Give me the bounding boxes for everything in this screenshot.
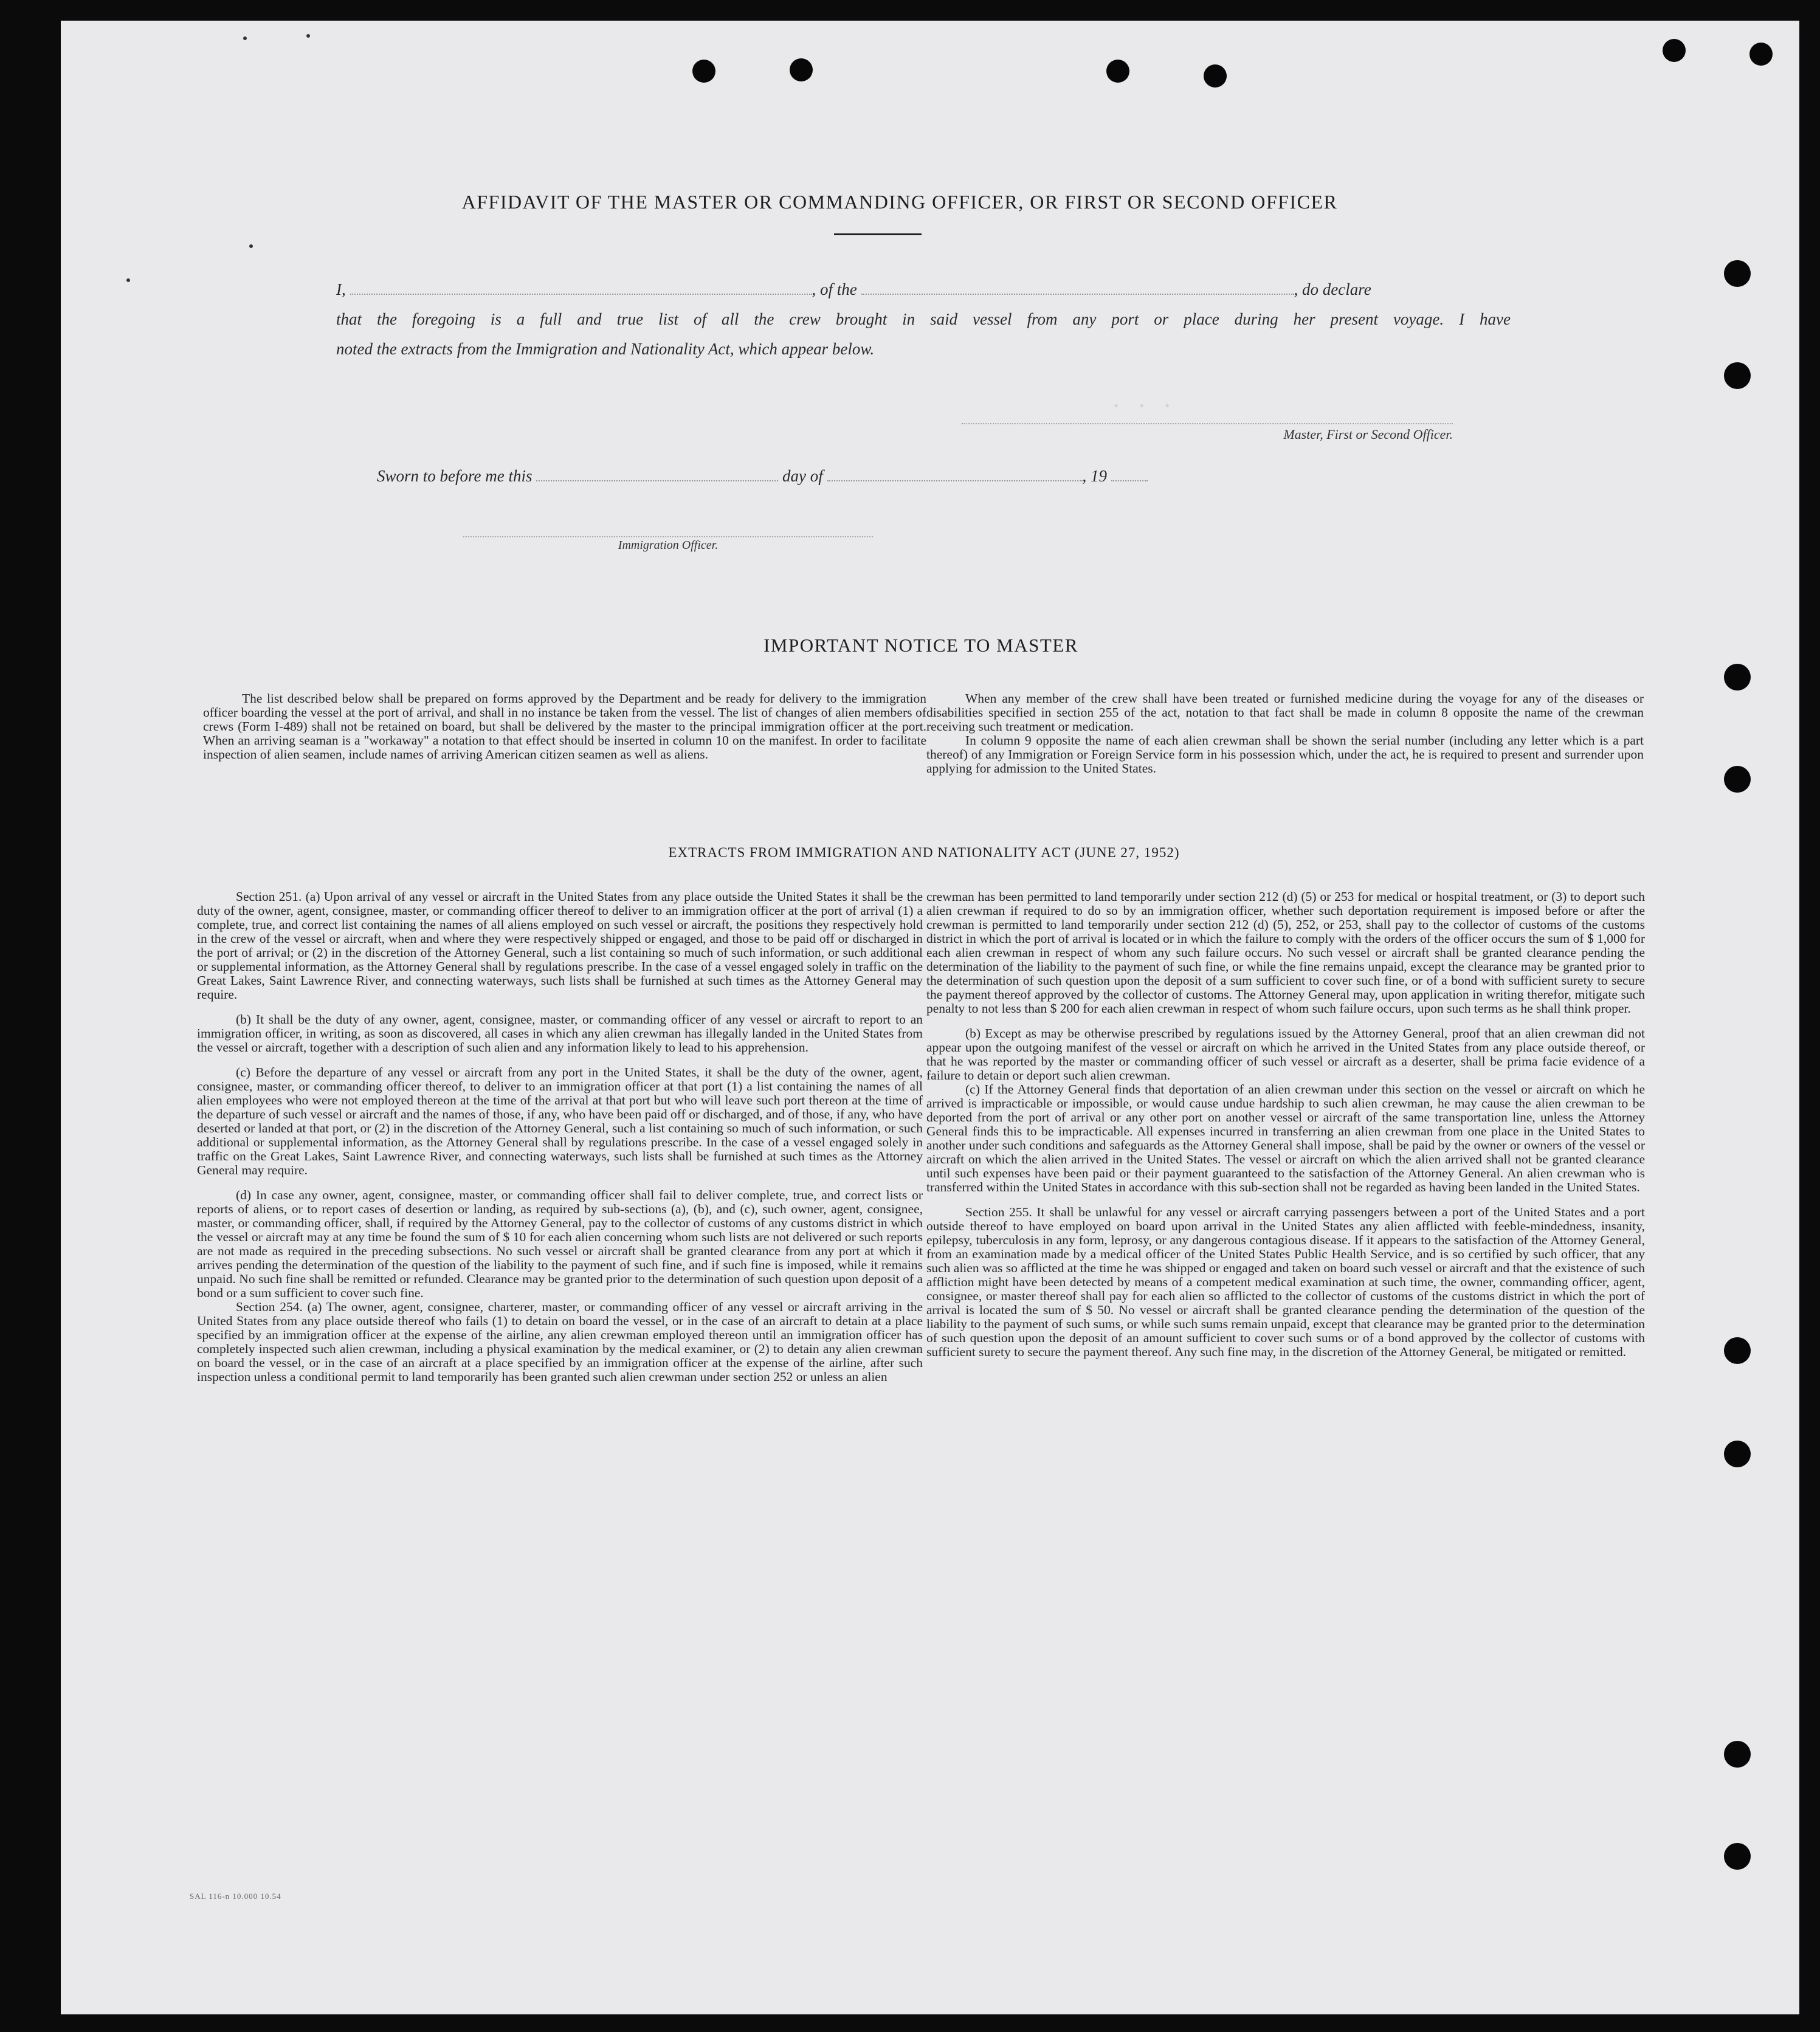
section-251-a: Section 251. (a) Upon arrival of any vessel or aircraft in the United States from any place outside the United States it shall be the duty of the owner, agent, consignee, master, or commanding officer thereof to deliver to an immigration officer at the port of arrival (1) a complete, true, and correct list containing the names of all aliens employed on such vessel or aircraft, the positions they respectively hold in the crew of the vessel or aircraft, when and where they were respectively shipped or engaged, and those to be paid off or discharged in the port of arrival; or (2) in the discretion of the Attorney General, such a list containing so much of such information, or such additional or supplemental information, as the Attorney General shall by regulations prescribe. In the case of a vessel engaged solely in traffic on the Great Lakes, Saint Lawrence River, and connecting waterways, such lists shall be furnished at such times as the Attorney General may require. [197,889,923,1002]
section-254-a-continued: crewman has been permitted to land temporarily under section 212 (d) (5) or 253 for medical or hospital treatment, or (3) to deport such alien crewman if required to do so by an immigration officer, whether such deportation requirement is imposed before or after the crewman is permitted to land temporarily under section 212 (d) (5), 252, or 253, shall pay to the collector of customs of the customs district in which the port of arrival is located or in which the failure to comply with the orders of the officer occurs the sum of $ 1,000 for each alien crewman in respect of whom any such failure occurs. No such vessel or aircraft shall be granted clearance pending the determination of the liability to the payment of such fine, or while the fine remains unpaid, except the clearance may be granted prior to the determination of such question upon the deposit of a sum sufficient to cover such fine, or of a bond with sufficient surety to secure the payment thereof approved by the collector of customs. The Attorney General may, upon application in writing therefor, mitigate such penalty to not less than $ 200 for each alien crewman in respect of whom such failure occurs, upon such terms as he shall think proper. [926,889,1645,1016]
scan-speck [249,244,253,248]
section-255: Section 255. It shall be unlawful for any vessel or aircraft carrying passengers between a port of the United States and a port outside thereof to have employed on board upon arrival in the United States any alien afflicted with feeble-mindedness, insanity, epilepsy, tuberculosis in any form, leprosy, or any dangerous contagious disease. If it appears to the satisfaction of the Attorney General, from an examination made by a medical officer of the United States Public Health Service, and is so certified by such officer, that any such alien was so afflicted at the time he was shipped or engaged and taken on board such vessel or aircraft and that the existence of such affliction might have been detected by means of a competent medical examination at such time, the owner, commanding officer, agent, consignee, or master thereof shall pay for each alien so afflicted to the collector of customs of the customs district in which the port of arrival is located the sum of $ 50. No vessel or aircraft shall be granted clearance pending the determination of the question of the liability to the payment of such sums, or while such sums remain unpaid, except that clearance may be granted prior to the determination of such question upon the deposit of an amount sufficient to cover such sums or of a bond approved by the collector of customs with sufficient surety to secure the payment thereof. Any such fine may, in the discretion of the Attorney General, be mitigated or remitted. [926,1205,1645,1359]
extracts-left-column [197,890,923,1384]
name-field[interactable] [350,278,812,295]
master-signature-label: Master, First or Second Officer. [1283,427,1453,442]
scan-speck [306,34,310,38]
sworn-year-field[interactable] [1111,466,1148,481]
punch-hole [790,58,813,81]
extracts-title: EXTRACTS FROM IMMIGRATION AND NATIONALITY ACT (JUNE 27, 1952) [668,845,1180,860]
notice-left-paragraph: The list described below shall be prepared on forms approved by the Department and be ready for delivery to the immigration officer boarding the vessel at the port of arrival, and shall in no instance be taken from the vessel. The list of changes of alien members of crews (Form I-489) shall not be retained on board, but shall be delivered by the master to the principal immigration officer at the port. When an arriving seaman is a "workaway" a notation to that effect should be inserted in column 10 on the manifest. In order to facilitate inspection of alien seamen, include names of arriving American citizen seamen as well as aliens. [203,691,926,762]
punch-hole [1724,1441,1751,1467]
section-254-b: (b) Except as may be otherwise prescribed by regulations issued by the Attorney General, proof that an alien crewman did not appear upon the outgoing manifest of the vessel or aircraft on which he arrived in the United States from any place outside thereof, or that he was reported by the master or commanding officer of such vessel or aircraft as a deserter, shall be prima facie evidence of a failure to detain or deport such alien crewman. [926,1026,1645,1083]
section-251-b: (b) It shall be the duty of any owner, agent, consignee, master, or commanding officer of any vessel or aircraft to report to an immigration officer, in writing, as soon as discovered, all cases in which any alien crewman has illegally landed in the United States from the vessel or aircraft, together with a description of such alien and any information likely to lead to his apprehension. [197,1012,923,1055]
sworn-prefix: Sworn to before me this [377,467,533,485]
affidavit-title: AFFIDAVIT OF THE MASTER OR COMMANDING OFFICER, OR FIRST OR SECOND OFFICER [461,191,1338,213]
faint-signature-marks: · · · [1112,391,1176,421]
scan-speck [126,278,130,282]
notice-title: IMPORTANT NOTICE TO MASTER [764,635,1078,656]
declaration-i: I, [336,280,346,298]
punch-hole [1724,1337,1751,1364]
punch-hole [1724,362,1751,389]
notice-right-column [926,692,1644,776]
section-254-a: Section 254. (a) The owner, agent, consignee, charterer, master, or commanding officer of any vessel or aircraft arriving in the United States from any place outside thereof who fails (1) to detain on board the vessel, or in the case of an aircraft to detain at a place specified by an immigration officer at the expense of the airline, any alien crewman employed thereon until an immigration officer has completely inspected such alien crewman, including a physical examination by the medical examiner, or (2) to detain any alien crewman on board the vessel, or in the case of an aircraft at a place specified by an immigration officer at the expense of the airline, after such inspection unless a conditional permit to land temporarily has been granted such alien crewman under section 252 or unless an alien [197,1300,923,1384]
document-page [61,21,1799,2014]
punch-hole [1724,664,1751,691]
punch-hole [1724,260,1751,287]
notice-right-paragraph-1: When any member of the crew shall have been treated or furnished medicine during the voyage for any of the diseases or disabilities specified in section 255 of the act, notation to that fact shall be made in column 8 opposite the name of the crewman receiving such treatment or medication. [926,691,1644,734]
section-251-d: (d) In case any owner, agent, consignee, master, or commanding officer shall fail to deliver complete, true, and correct lists or reports of aliens, or to report cases of desertion or landing, as required by sub-sections (a), (b), and (c), such owner, agent, consignee, master, or commanding officer, shall, if required by the Attorney General, pay to the collector of customs of any customs district in which the vessel or aircraft may at any time be found the sum of $ 10 for each alien concerning whom such lists are not delivered or such reports are not made as required in the preceding subsections. No such vessel or aircraft shall be granted clearance from any port at which it arrives pending the determination of the question of the liability to the payment of such fine, and if such fine is imposed, while it remains unpaid. No such fine shall be remitted or refunded. Clearance may be granted prior to the determination of such question upon deposit of a bond or a sum sufficient to cover such fine. [197,1188,923,1300]
immigration-officer-signature-line[interactable] [463,530,873,537]
declaration-line-2: that the foregoing is a full and true list of all the crew brought in said vessel from any port or place during her present voyage. I have [336,310,1511,328]
sworn-month-field[interactable] [827,466,1083,481]
sworn-year: , 19 [1082,467,1107,485]
punch-hole [1106,60,1129,83]
form-footer-code: SAL 116-n 10.000 10.54 [190,1892,281,1901]
sworn-day-field[interactable] [536,466,778,481]
title-rule [834,233,922,235]
sworn-line [377,466,1228,486]
declaration-line-1 [336,275,1511,305]
punch-hole [692,60,715,83]
notice-left-column [203,692,926,762]
punch-hole [1204,64,1227,88]
punch-hole [1724,1741,1751,1768]
punch-hole [1724,766,1751,793]
punch-hole [1749,43,1773,66]
punch-hole [1663,39,1686,62]
section-254-c: (c) If the Attorney General finds that deportation of an alien crewman under this section on the vessel or aircraft on which he arrived is impracticable or impossible, or would cause undue hardship to such alien crewman, he may cause the alien crewman to be deported from the port of arrival or any other port on another vessel or aircraft of the same transportation line, unless the Attorney General finds this to be impracticable. All expenses incurred in transferring an alien crewman from one place in the United States to another under such conditions and safeguards as the Attorney General shall impose, shall be paid by the owner or owners of the vessel or aircraft on which the alien arrived in the United States. The vessel or aircraft on which the alien arrived shall not be granted clearance until such expenses have been paid or their payment guaranteed to the satisfaction of the Attorney General. An alien crewman who is transferred within the United States in accordance with this sub-section shall not be regarded as having been landed in the United States. [926,1082,1645,1194]
declaration-of-the: , of the [812,280,857,298]
master-signature-line[interactable] [962,417,1453,424]
notice-right-paragraph-2: In column 9 opposite the name of each alien crewman shall be shown the serial number (including any letter which is a part thereof) of any Immigration or Foreign Service form in his possession which, under the act, he is required to present and surrender upon applying for admission to the United States. [926,733,1644,776]
declaration-line-3: noted the extracts from the Immigration and Nationality Act, which appear below. [336,340,875,358]
extracts-right-column [926,890,1645,1359]
declaration-do-declare: , do declare [1294,280,1371,298]
scan-speck [243,36,247,40]
immigration-officer-label: Immigration Officer. [618,539,719,552]
punch-hole [1724,1843,1751,1870]
declaration [336,275,1511,364]
section-251-c: (c) Before the departure of any vessel or aircraft from any port in the United States, it shall be the duty of the owner, agent, consignee, master, or commanding officer thereof, to deliver to an immigration officer at that port (1) a list containing the names of all alien employees who were not employed thereon at the time of the arrival at that port but who will leave such port thereon at the time of the departure of such vessel or aircraft and the names of those, if any, who have been paid off or discharged, and of those, if any, who have deserted or landed at that port, or (2) in the discretion of the Attorney General, such a list containing so much of such information, or such additional or supplemental information, as the Attorney General shall by regulations prescribe. In the case of a vessel engaged solely in traffic on the Great Lakes, Saint Lawrence River, and connecting waterways, such lists shall be furnished at such times as the Attorney General may require. [197,1065,923,1177]
vessel-field[interactable] [861,278,1294,295]
sworn-day-of: day of [782,467,823,485]
